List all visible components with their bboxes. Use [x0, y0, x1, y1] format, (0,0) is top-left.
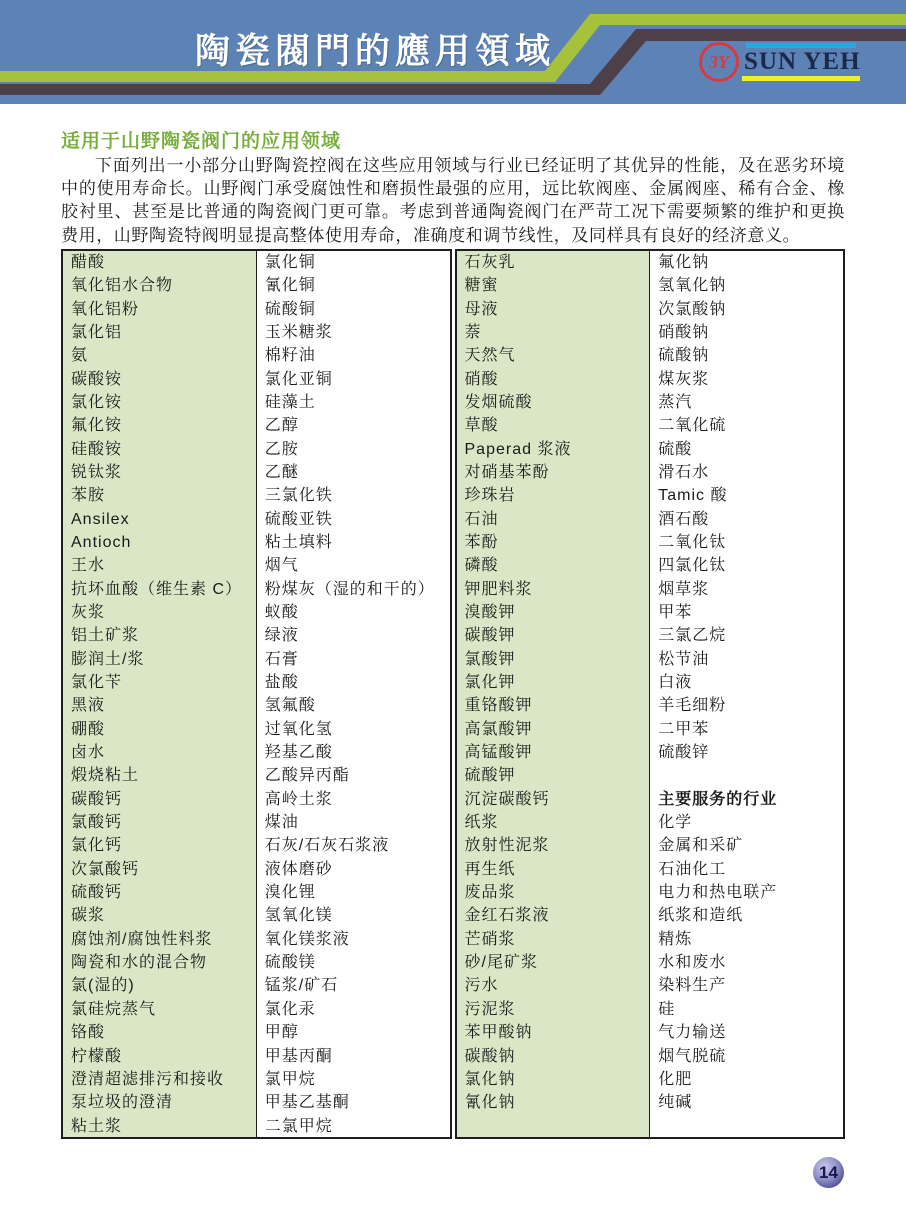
- table-cell: Ansilex: [71, 510, 130, 528]
- table-cell: [650, 764, 843, 787]
- table-cell: 氢氧化镁: [264, 907, 333, 925]
- table-cell: 硅藻土: [264, 393, 316, 411]
- table-cell: 精炼: [658, 930, 693, 948]
- table-cell: 蚁酸: [264, 603, 299, 621]
- table-cell: 天然气: [464, 347, 516, 365]
- table-cell: 硼酸: [71, 720, 106, 738]
- table-cell: 二氧化钛: [658, 533, 727, 551]
- table-cell: 糖蜜: [464, 277, 499, 295]
- page-title: 陶瓷閥門的應用領域: [194, 32, 555, 71]
- table-cell: 化学: [658, 814, 693, 832]
- table-cell: 氯(湿的): [71, 977, 135, 995]
- table-cell: 氧化镁浆液: [264, 930, 350, 948]
- table-cell: 硅酸铵: [71, 440, 123, 458]
- table-cell: 陶瓷和水的混合物: [71, 954, 208, 972]
- intro-paragraph: 下面列出一小部分山野陶瓷控阀在这些应用领域与行业已经证明了其优异的性能，及在恶劣环境中的使用寿命长。山野阀门承受腐蚀性和磨损性最强的应用，远比软阀座、金属阀座、稀有合金、橡胶衬里、甚至是比普通的陶瓷阀门更可靠。考虑到普通陶瓷阀门在严苛工况下需要频繁的维护和更换费用，山野陶瓷特阀明显提高整体使用寿命，准确度和调节线性，及同样具有良好的经济意义。: [61, 156, 845, 245]
- table-cell: 羟基乙酸: [264, 744, 333, 762]
- table-cell: 金属和采矿: [658, 837, 744, 855]
- table-cell: 液体磨砂: [264, 860, 333, 878]
- table-cell: 电力和热电联产: [658, 884, 778, 902]
- table-cell: 铝土矿浆: [71, 627, 140, 645]
- table-cell: 卤水: [71, 744, 106, 762]
- table-cell: 煅烧粘土: [71, 767, 140, 785]
- table-right-half: [455, 249, 846, 1139]
- table-column-2: [256, 251, 450, 1137]
- table-cell: 硫酸: [658, 440, 693, 458]
- table-cell: 甲基丙酮: [264, 1047, 333, 1065]
- table-cell: 污水: [464, 977, 499, 995]
- table-cell: 抗坏血酸（维生素 C）: [71, 580, 243, 598]
- table-cell: 碳酸铵: [71, 370, 123, 388]
- table-cell: 沉淀碳酸钙: [464, 790, 550, 808]
- table-cell: 硅: [658, 1000, 676, 1018]
- table-cell: 碳浆: [71, 907, 106, 925]
- page-content: [0, 131, 906, 1139]
- table-cell: 酒石酸: [658, 510, 710, 528]
- logo-3y-icon: [699, 42, 739, 82]
- table-cell: 石灰/石灰石浆液: [264, 837, 390, 855]
- table-cell: 王水: [71, 557, 106, 575]
- table-cell: 柠檬酸: [71, 1047, 123, 1065]
- table-cell: 二氯甲烷: [264, 1117, 333, 1135]
- table-cell: 硫酸钙: [71, 884, 123, 902]
- table-cell: 硫酸钾: [464, 767, 516, 785]
- table-cell: 石油化工: [658, 860, 727, 878]
- table-cell: 苯酚: [464, 533, 499, 551]
- table-cell: 主要服务的行业: [658, 790, 778, 808]
- table-cell: 高氯酸钾: [464, 720, 533, 738]
- table-cell: 灰浆: [71, 603, 106, 621]
- table-cell: 氯化亚铜: [264, 370, 333, 388]
- table-cell: 松节油: [658, 650, 710, 668]
- table-cell: 过氧化氢: [264, 720, 333, 738]
- table-cell: 锰浆/矿石: [264, 977, 339, 995]
- table-cell: 硫酸铜: [264, 300, 316, 318]
- table-cell: 膨润土/浆: [71, 650, 145, 668]
- table-cell: 氯甲烷: [264, 1070, 316, 1088]
- table-cell: 烟气脱硫: [658, 1047, 727, 1065]
- table-cell: 氰化铜: [264, 277, 316, 295]
- table-cell: 重铬酸钾: [464, 697, 533, 715]
- table-cell: 锐钛浆: [71, 463, 123, 481]
- table-cell: 高岭土浆: [264, 790, 333, 808]
- table-cell: 乙酸异丙酯: [264, 767, 350, 785]
- table-cell: 溴酸钾: [464, 603, 516, 621]
- section-heading: 适用于山野陶瓷阀门的应用领域: [61, 131, 342, 152]
- table-cell: 水和废水: [658, 954, 727, 972]
- table-cell: 石灰乳: [464, 253, 516, 271]
- table-cell: 金红石浆液: [464, 907, 550, 925]
- table-cell: 碳酸钾: [464, 627, 516, 645]
- table-cell: 黑液: [71, 697, 106, 715]
- table-cell: 再生纸: [464, 860, 516, 878]
- table-cell: 硫酸钠: [658, 347, 710, 365]
- table-cell: 氨: [71, 347, 89, 365]
- page-header: [0, 0, 906, 104]
- table-cell: 气力输送: [658, 1024, 727, 1042]
- table-cell: 二氧化硫: [658, 417, 727, 435]
- table-cell: 醋酸: [71, 253, 106, 271]
- table-cell: 次氯酸钠: [658, 300, 727, 318]
- table-cell: 纸浆: [464, 814, 499, 832]
- table-cell: 硝酸: [464, 370, 499, 388]
- table-cell: 染料生产: [658, 977, 727, 995]
- table-cell: 氯酸钙: [71, 814, 123, 832]
- table-cell: 氧化铝水合物: [71, 277, 174, 295]
- table-cell: 氯化铜: [264, 253, 316, 271]
- page-number-badge: [813, 1157, 844, 1188]
- table-cell: 羊毛细粉: [658, 697, 727, 715]
- table-cell: 氯化铝: [71, 323, 123, 341]
- table-cell: 煤灰浆: [658, 370, 710, 388]
- table-cell: 放射性泥浆: [464, 837, 550, 855]
- table-cell: 烟气: [264, 557, 299, 575]
- table-cell: 乙醚: [264, 463, 299, 481]
- table-cell: 珍珠岩: [464, 487, 516, 505]
- table-cell: 氯酸钾: [464, 650, 516, 668]
- table-cell: 白液: [658, 674, 693, 691]
- table-cell: 四氯化钛: [658, 557, 727, 575]
- table-cell: 氢氧化钠: [658, 277, 727, 295]
- table-cell: 氯化钙: [71, 837, 123, 855]
- table-cell: 乙醇: [264, 417, 299, 435]
- logo-text-block: [742, 43, 863, 81]
- table-cell: 氯化钾: [464, 674, 516, 691]
- table-cell: 磷酸: [464, 557, 499, 575]
- table-cell: 钾肥料浆: [464, 580, 533, 598]
- table-cell: 二甲苯: [658, 720, 710, 738]
- table-cell: 三氯乙烷: [658, 627, 727, 645]
- table-cell: 硫酸锌: [658, 744, 710, 762]
- table-cell: 玉米糖浆: [264, 323, 333, 341]
- table-cell: 纸浆和造纸: [658, 907, 744, 925]
- table-cell: 粘土填料: [264, 533, 333, 551]
- page-number: 14: [819, 1162, 838, 1182]
- table-cell: 氯化苄: [71, 674, 123, 691]
- table-cell: 甲醇: [264, 1024, 299, 1042]
- table-cell: 甲基乙基酮: [264, 1094, 350, 1112]
- table-cell: 煤油: [264, 814, 299, 832]
- table-cell: 烟草浆: [658, 580, 710, 598]
- table-cell: 氧化铝粉: [71, 300, 140, 318]
- table-cell: 萘: [464, 323, 482, 341]
- table-column-1: [63, 251, 256, 1137]
- table-cell: Tamic 酸: [658, 487, 728, 505]
- table-cell: 纯碱: [658, 1094, 693, 1112]
- table-cell: 苯胺: [71, 487, 106, 505]
- table-cell: 对硝基苯酚: [464, 463, 550, 481]
- logo-mark: 3Y: [709, 51, 729, 72]
- table-cell: 芒硝浆: [464, 930, 516, 948]
- table-cell: 硫酸亚铁: [264, 510, 333, 528]
- table-cell: 次氯酸钙: [71, 860, 140, 878]
- table-cell: 草酸: [464, 417, 499, 435]
- logo-name: SUN YEH: [744, 48, 861, 75]
- table-cell: 绿液: [264, 627, 299, 645]
- sunyeh-logo: [699, 42, 863, 82]
- table-cell: 氢氟酸: [264, 697, 316, 715]
- table-cell: 盐酸: [264, 674, 299, 691]
- table-left-half: [61, 249, 452, 1139]
- applications-table: [61, 249, 845, 1139]
- table-cell: 高锰酸钾: [464, 744, 533, 762]
- table-cell: 氯化铵: [71, 393, 123, 411]
- table-cell: 石油: [464, 510, 499, 528]
- table-cell: 废品浆: [464, 884, 516, 902]
- table-cell: 粘土浆: [71, 1117, 123, 1135]
- table-cell: 蒸汽: [658, 393, 693, 411]
- table-cell: 氟化铵: [71, 417, 123, 435]
- table-cell: 苯甲酸钠: [464, 1024, 533, 1042]
- table-cell: 滑石水: [658, 463, 710, 481]
- table-cell: 粉煤灰（湿的和干的）: [264, 580, 435, 598]
- table-cell: Antioch: [71, 533, 132, 551]
- table-column-4: [649, 251, 843, 1137]
- table-cell: 氯化汞: [264, 1000, 316, 1018]
- table-cell: 发烟硫酸: [464, 393, 533, 411]
- table-cell: 氯化钠: [464, 1070, 516, 1088]
- logo-yellow-bar: [742, 76, 860, 81]
- table-cell: 溴化锂: [264, 884, 316, 902]
- table-cell: 硝酸钠: [658, 323, 710, 341]
- table-cell: 化肥: [658, 1070, 693, 1088]
- table-column-3: [457, 251, 650, 1137]
- table-cell: 母液: [464, 300, 499, 318]
- table-cell: 腐蚀剂/腐蚀性料浆: [71, 930, 213, 948]
- table-cell: 氯硅烷蒸气: [71, 1000, 157, 1018]
- table-cell: 砂/尾矿浆: [464, 954, 538, 972]
- table-cell: 棉籽油: [264, 347, 316, 365]
- table-cell: 甲苯: [658, 603, 693, 621]
- table-cell: 氟化钠: [658, 253, 710, 271]
- table-cell: 碳酸钠: [464, 1047, 516, 1065]
- table-cell: 石膏: [264, 650, 299, 668]
- table-cell: 乙胺: [264, 440, 299, 458]
- table-cell: Paperad 浆液: [464, 440, 572, 458]
- table-cell: 澄清超滤排污和接收: [71, 1070, 225, 1088]
- table-cell: 氰化钠: [464, 1094, 516, 1112]
- table-cell: 污泥浆: [464, 1000, 516, 1018]
- table-cell: 碳酸钙: [71, 790, 123, 808]
- table-cell: 硫酸镁: [264, 954, 316, 972]
- table-cell: 三氯化铁: [264, 487, 333, 505]
- table-cell: 泵垃圾的澄清: [71, 1094, 174, 1112]
- table-cell: 铬酸: [71, 1024, 106, 1042]
